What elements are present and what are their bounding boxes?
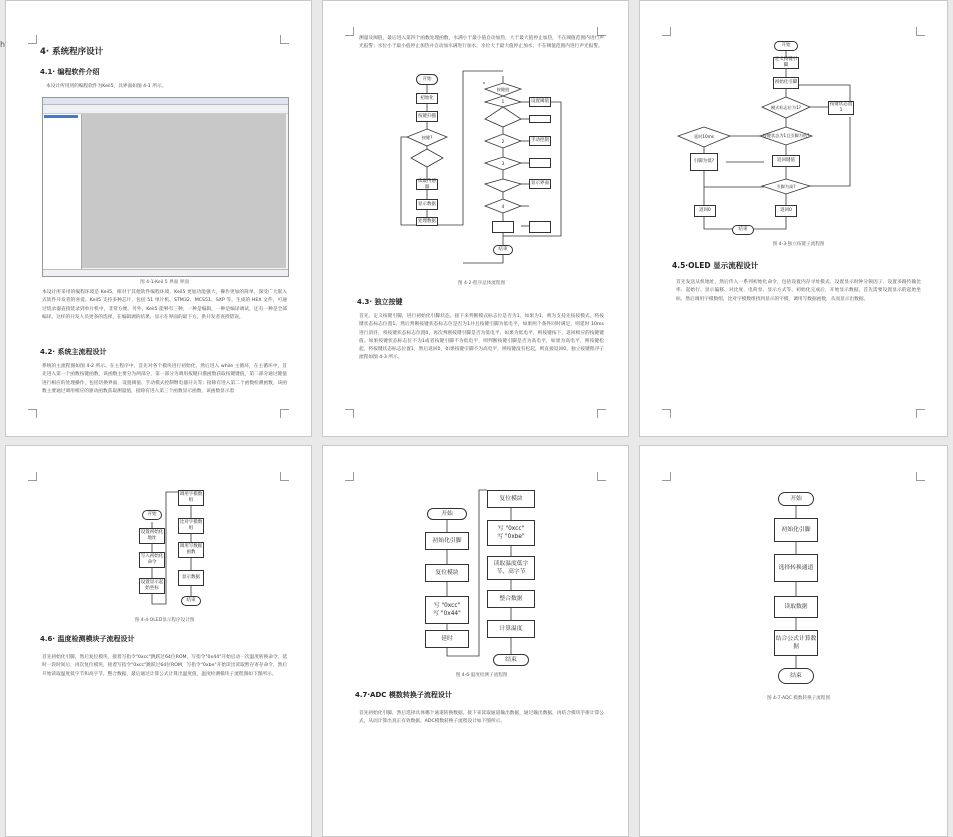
keil5-screenshot <box>42 97 289 277</box>
page-6 <box>639 445 948 837</box>
flow-4-3-state-low-check: 按键状态为1且引脚为低? <box>762 133 810 138</box>
flow-4-2-manual: 手动控制 <box>529 136 551 146</box>
paragraph-keil: 本设计所采用的编程环境是 Keil5，相对于其他软件编程环境，Keil5 更加功能强大，操作更加的简单，深受广大嵌入式软件开发者的喜爱。Keil5 支持多种芯片，包括 51 单片机、STM32、MCS51、SXP 等，生成的 HEX 文件，可通过烧录器直接烧录到单片机中，非常方便。另外，Keil5 能够有三种，一种是编辑，一种是编译调试，还有一种是全部编译，这样的开发人员更多的选择，在编辑调的结果，显示在界面的最下方，供开发者查找错误。 <box>42 290 287 320</box>
flow-4-2-case2: 2 <box>501 138 505 144</box>
flow-4-2-case3: 3 <box>501 161 505 166</box>
flow-4-3-low-again: 引脚为低? <box>690 153 718 171</box>
flow-4-6-delay: 延时 <box>425 630 469 648</box>
flow-4-2-box <box>529 221 551 233</box>
paragraph-4-2: 系统的主流程图如图 4-2 所示。在主程序中，首先对各个模块进行初始化，然后进入 while 主循环，在主循环中，首先进入第一个函数按键函数，该函数主要分为两部分，第一部分为调用按键扫描函数获取按键键值，第二部分通过键值进行相应的处理操作，包括切换界面、设置阈值、手动模式控制继电器开关等；接除有进入第二个函数检测函数，该函数主要通过调用相应的驱动函数获取测量值，接除有进入第三个函数显示函数，该函数显示着 <box>42 364 287 394</box>
flow-4-3-high-check: 引脚为高? <box>776 183 796 189</box>
flow-4-6-read-bytes: 读取温度低字节、高字节 <box>487 556 535 580</box>
page-5 <box>322 445 629 837</box>
paragraph-4-5: 首先发送从机地址，然后传入一系列初始化命令，包括设置内存寻址模式、设置显示时钟分频因子、设置多路传输比率、起始行、显示偏移、对比度、电荷泵、显示方式等，初始化完成后，开始显示数据，首先需要设置显示的起始坐标，然后调用字模数组，比对字模数组找到显示的字模，调用写数据函数，从而显示出数据。 <box>676 280 921 302</box>
page-4 <box>5 445 312 837</box>
page-marker: h <box>0 40 6 49</box>
flow-4-4-start: 开始 <box>142 510 162 520</box>
flow-4-6-calc: 计算温度 <box>487 620 535 638</box>
flow-4-6-reset: 复位模块 <box>425 564 469 582</box>
flow-4-6-init-pin: 初始化引脚 <box>425 532 469 550</box>
paragraph-4-6: 首先初始化引脚，然后复位模块，接着写指令"0xcc"跳跃过64位ROM，写指令"0x44"开始启动一次温度转换命令，延时一段时间后，再次复位模块，接着写指令"0xcc"跳跃过64位ROM，写指令"0xbe"开始读出读取暂存寄存命令，然后开始读取温度低字节和高字节，整合数据，最后通过计算公式计算出温度值，温度检测模块子流程图如下图所示。 <box>42 655 288 677</box>
figure-4-7-caption: 图 4-7·ADC 模数转换子流程图 <box>766 696 831 701</box>
flow-4-4-show-data: 显示数据 <box>178 570 204 586</box>
margin-mark <box>280 35 289 44</box>
flow-4-2-show-ui: 显示界面 <box>529 179 551 189</box>
margin-mark <box>28 35 37 44</box>
flow-4-2-box <box>492 221 514 233</box>
flow-4-6-write-cmd2: 写 "0xcc" 写 "0xbe" <box>487 520 535 546</box>
flow-4-3-start: 开始 <box>774 41 798 51</box>
flow-4-2-display: 显示数据 <box>416 199 438 210</box>
paragraph-process: 测量及阈值，最后进入第四个函数处理函数，水满小于最小值自动加热，大于最大值停止加热，不在阈值范围内进行声光报警；水位小于最小值停止加热并自动加水满进行加水，水位大于最大值停止加水，不在阈值范围内进行声光报警。 <box>359 36 604 50</box>
page-2 <box>322 0 629 437</box>
flow-4-2-case4: 4 <box>501 203 505 209</box>
heading-4: 4· 系统程序设计 <box>40 47 104 57</box>
margin-mark <box>280 409 289 418</box>
flow-4-2-set-threshold: 设置阈值 <box>529 97 551 107</box>
flow-4-3-init-pin: 初始化引脚 <box>773 77 799 89</box>
flow-4-2-case1: 1 <box>501 99 505 104</box>
flow-4-3-set-state: 按键状态置1 <box>829 102 853 113</box>
page-1 <box>5 0 312 437</box>
paragraph-4-7: 首先初始化引脚，然后选择具体哪个通道转换数据，接下来读取通道输出数据，通过输出数据，再结合模块手册计算公式，从而计算出真正有效数据。ADC模数转换子流程设计如下图所示。 <box>359 711 604 725</box>
flow-4-2-read: 读取传感器 <box>418 178 436 190</box>
flow-4-2-end: 结束 <box>493 245 513 255</box>
margin-mark <box>28 409 37 418</box>
paragraph-4-3: 首先，定义按键引脚，进行初始化引脚状态。接下来判断模式标志位是否为1，如果为1，则为支持先按按模式，将按键状态标志位置1。然后判断按键状态标志位是否为1并且按键引脚为低电平，如果两个条件同时满足，则延时 10ms 进行消抖，将按键状态标志位置0，再次判断按键引脚是否为低电平，如果为低电平，则按键按下，返回相应的按键键值。如果按键状态标志位不为1或者按键引脚不为低电平，则判断按键引脚是否为高电平，如果为高电平，则按键松起，将按键状态标志位置1，然后返回0，如果按键引脚不为高电平，则按键没有松起，则直接返回0。独立按键程序子流程如图 4-3 所示。 <box>359 314 604 361</box>
figure-4-6-caption: 图 4-6·温度检测子流程图 <box>455 673 508 678</box>
flow-4-7-calc: 结合公式计算数据 <box>774 630 818 656</box>
flow-4-7-read: 读取数据 <box>774 596 818 618</box>
flow-4-3-define-pin: 定义按键引脚 <box>774 57 798 68</box>
flow-4-3-return-key: 返回键值 <box>772 155 800 167</box>
flow-4-7-init-pin: 初始化引脚 <box>774 518 818 542</box>
flow-4-3-delay: 延时10ms <box>694 134 714 139</box>
flow-4-2-box <box>529 115 551 123</box>
flow-4-3-mode-check: 模式标志位为1? <box>770 104 801 110</box>
heading-4-6: 4.6· 温度检测模块子流程设计 <box>40 635 135 643</box>
flow-4-4-call-font: 调用字模数组 <box>178 490 204 506</box>
heading-4-1: 4.1· 编程软件介绍 <box>40 68 100 76</box>
flow-4-6-start: 开始 <box>427 508 467 520</box>
flow-4-2-process: 处理数据 <box>416 217 438 226</box>
flow-4-2-start: 开始 <box>416 74 438 85</box>
flow-4-4-set-coord: 设置显示起始坐标 <box>139 578 165 594</box>
flow-4-7-select-channel: 选择转换通道 <box>774 554 818 582</box>
heading-4-7: 4.7·ADC 模数转换子流程设计 <box>355 691 452 699</box>
heading-4-2: 4.2· 系统主流程设计 <box>40 348 107 356</box>
figure-4-4-caption: 图 4-4·OLED显示程序设计图 <box>134 618 195 623</box>
paragraph-4-1: 本设计所用到的编程软件为Keil5，具界面如图 4-1 所示。 <box>46 84 167 89</box>
figure-4-3-caption: 图 4-3·独立按键子流程图 <box>772 242 825 247</box>
flow-4-2-scan: 按键扫描 <box>416 111 438 122</box>
flow-4-4-write-cmd: 写入初始化命令 <box>139 552 165 568</box>
flow-4-7-start: 开始 <box>778 492 814 506</box>
flow-4-6-reset2: 复位模块 <box>487 490 535 508</box>
flow-4-7-end: 结束 <box>778 668 814 684</box>
flowchart-4-6-connectors <box>323 446 629 837</box>
flow-4-6-write-cmd1: 写 "0xcc" 写 "0x44" <box>425 596 469 624</box>
page-3 <box>639 0 948 437</box>
flow-4-4-set-addr: 设置初始化地址 <box>139 528 165 544</box>
flow-4-3-end: 结束 <box>732 225 754 235</box>
figure-4-2-caption: 图 4-2·程序总体流程图 <box>457 281 506 286</box>
heading-4-5: 4.5·OLED 显示流程设计 <box>672 261 759 270</box>
flow-4-6-merge: 整合数据 <box>487 590 535 608</box>
heading-4-3: 4.3· 独立按键 <box>357 298 403 306</box>
flow-4-3-return0-left: 返回0 <box>694 205 716 217</box>
flowchart-4-2-connectors <box>323 1 629 437</box>
flow-4-4-compare-font: 比对字模数组 <box>178 518 204 534</box>
figure-4-1-caption: 图 4-1·Keil 5 界面 界面 <box>140 280 189 285</box>
flow-4-2-key-decision: 按键? <box>421 134 433 140</box>
flow-4-2-init: 初始化 <box>416 93 438 104</box>
flow-4-2-box <box>529 158 551 168</box>
flow-4-3-return0-right: 返回0 <box>775 205 797 217</box>
flow-4-4-write-data: 调用写数据函数 <box>178 542 204 558</box>
flow-4-2-keyval: 按键值 <box>496 86 510 92</box>
flow-4-6-end: 结束 <box>493 654 529 666</box>
flow-4-4-end: 结束 <box>181 596 201 606</box>
